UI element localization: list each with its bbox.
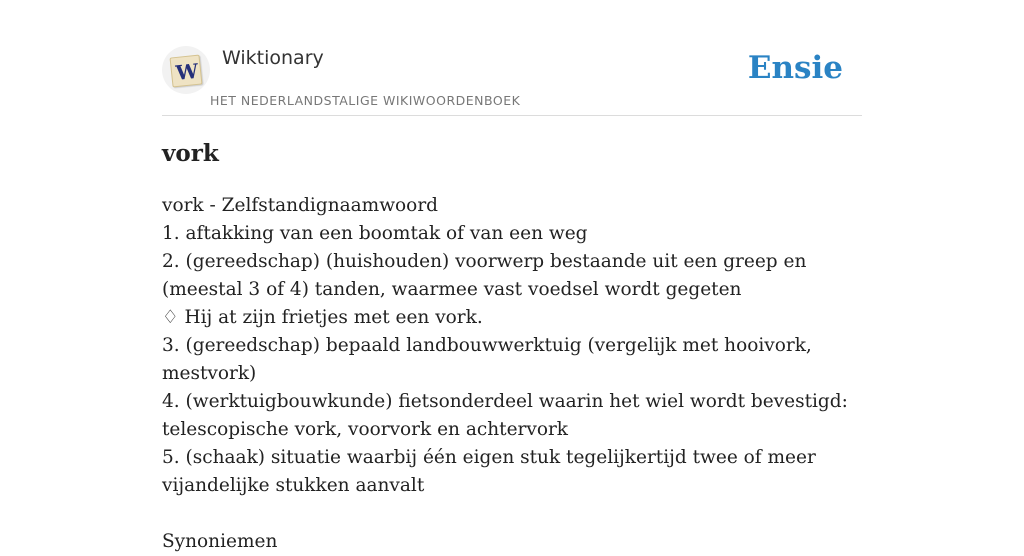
ensie-brand-link[interactable]: Ensie: [747, 50, 843, 86]
section-heading-synonyms: Synoniemen: [162, 531, 278, 552]
logo-tile: [170, 55, 203, 88]
definition-item: 3. (gereedschap) bepaald landbouwwerktuig (vergelijk met hooivork, mestvork): [162, 335, 812, 384]
entry-heading: vork - Zelfstandignaamwoord: [162, 195, 439, 216]
wiktionary-logo-icon[interactable]: [162, 46, 210, 94]
definition-item: 2. (gereedschap) (huishouden) voorwerp bestaande uit een greep en (meestal 3 of 4) tanden, waarmee vast voedsel wordt gegeten: [162, 251, 807, 300]
example-sentence: ♢ Hij at zijn frietjes met een vork.: [162, 307, 483, 328]
entry-content: [162, 192, 872, 556]
definition-item: 1. aftakking van een boomtak of van een weg: [162, 223, 588, 244]
site-name[interactable]: Wiktionary: [222, 47, 324, 69]
page-title: vork: [162, 140, 219, 167]
definition-item: 5. (schaak) situatie waarbij één eigen stuk tegelijkertijd twee of meer vijandelijke stukken aanvalt: [162, 447, 816, 496]
site-header: [162, 40, 862, 116]
logo-letter: W: [174, 58, 200, 85]
spacer: [162, 500, 872, 528]
definition-item: 4. (werktuigbouwkunde) fietsonderdeel waarin het wiel wordt bevestigd: telescopische vork, voorvork en achtervork: [162, 391, 848, 440]
site-tagline: HET NEDERLANDSTALIGE WIKIWOORDENBOEK: [210, 93, 521, 108]
